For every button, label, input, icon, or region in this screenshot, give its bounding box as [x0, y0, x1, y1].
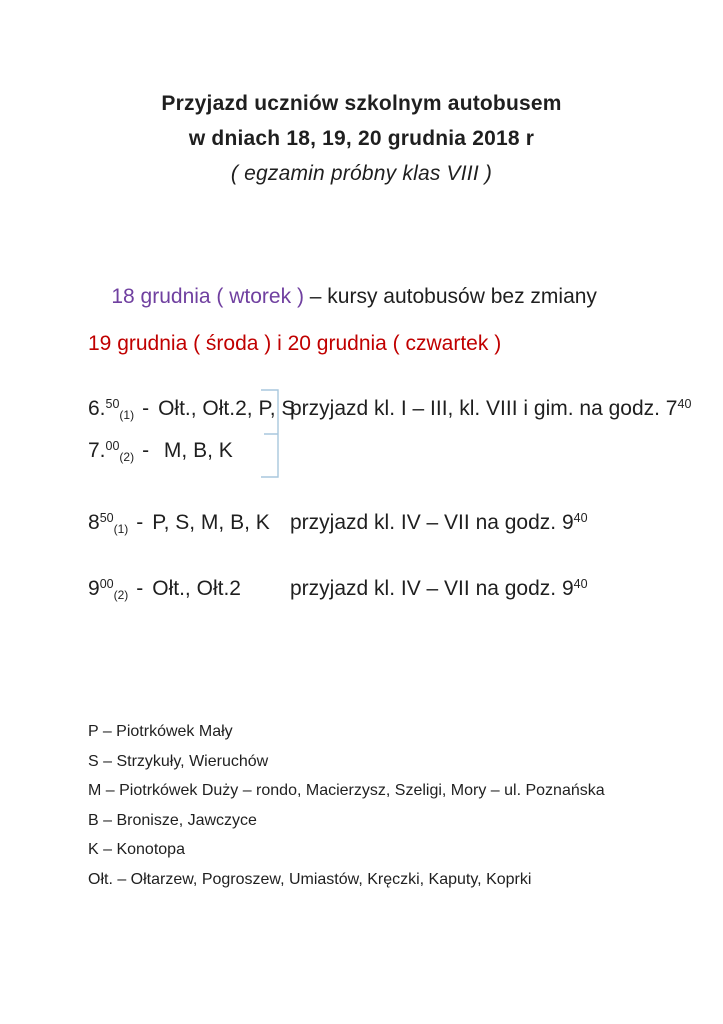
schedule-row-900-note [290, 577, 588, 603]
tuesday-date-highlight: 18 grudnia ( wtorek ) [111, 285, 310, 308]
stops-list: Ołt., Ołt.2 [152, 577, 241, 600]
wed-thu-line: 19 grudnia ( środa ) i 20 grudnia ( czwartek ) [88, 332, 502, 355]
time-course-subscript: (2) [119, 450, 135, 464]
time-course-subscript: (2) [113, 588, 129, 602]
time-base: 6. [88, 397, 106, 420]
schedule-row-850-time-and-stops [88, 511, 290, 537]
schedule-row-900-time-and-stops [88, 577, 290, 603]
legend-item-K: K – Konotopa [88, 841, 185, 858]
time-base: 9 [88, 577, 100, 600]
legend-item-B: B – Bronisze, Jawczyce [88, 811, 257, 829]
schedule-row-850-note [290, 511, 588, 537]
separator-dash: - [136, 577, 144, 600]
stops-legend [88, 717, 605, 894]
tuesday-note: – kursy autobusów bez zmiany [309, 285, 597, 308]
time-minutes-superscript: 50 [105, 397, 120, 411]
time-base: 7. [88, 439, 106, 462]
document-subtitle: ( egzamin próbny klas VIII ) [230, 162, 493, 185]
tuesday-line [88, 261, 597, 333]
time-course-subscript: (1) [113, 522, 129, 536]
stops-list: Ołt., Ołt.2, P, S [158, 397, 296, 420]
legend-item-P: P – Piotrkówek Mały [88, 723, 233, 740]
stops-list: M, B, K [158, 439, 233, 462]
time-minutes-superscript: 00 [99, 577, 114, 591]
schedule-row-900 [88, 577, 588, 603]
time-minutes-superscript: 00 [105, 439, 120, 453]
note-time-superscript: 40 [573, 511, 588, 525]
note-text: przyjazd kl. IV – VII na godz. 9 [290, 511, 574, 534]
schedule-row-650 [88, 397, 691, 423]
separator-dash: - [142, 397, 150, 420]
title-block [0, 86, 723, 191]
legend-item-M: M – Piotrkówek Duży – rondo, Macierzysz, Szeligi, Mory – ul. Poznańska [88, 782, 605, 799]
note-text: przyjazd kl. I – III, kl. VIII i gim. na godz. 7 [290, 397, 678, 420]
stops-list: P, S, M, B, K [152, 511, 270, 534]
schedule-row-850 [88, 511, 588, 537]
group-bracket-icon [259, 385, 297, 481]
time-base: 8 [88, 511, 100, 534]
separator-dash: - [142, 439, 150, 462]
separator-dash: - [136, 511, 144, 534]
legend-item-S: S – Strzykuły, Wieruchów [88, 752, 269, 770]
note-text: przyjazd kl. IV – VII na godz. 9 [290, 577, 574, 600]
note-time-superscript: 40 [573, 577, 588, 591]
document-title-line-1: Przyjazd uczniów szkolnym autobusem [161, 92, 562, 115]
time-course-subscript: (1) [119, 408, 135, 422]
note-time-superscript: 40 [677, 397, 692, 411]
legend-item-Olt: Ołt. – Ołtarzew, Pogroszew, Umiastów, Kręczki, Kaputy, Koprki [88, 870, 532, 888]
document-title-line-2: w dniach 18, 19, 20 grudnia 2018 r [188, 127, 535, 150]
schedule-row-650-note [290, 397, 691, 423]
time-minutes-superscript: 50 [99, 511, 114, 525]
